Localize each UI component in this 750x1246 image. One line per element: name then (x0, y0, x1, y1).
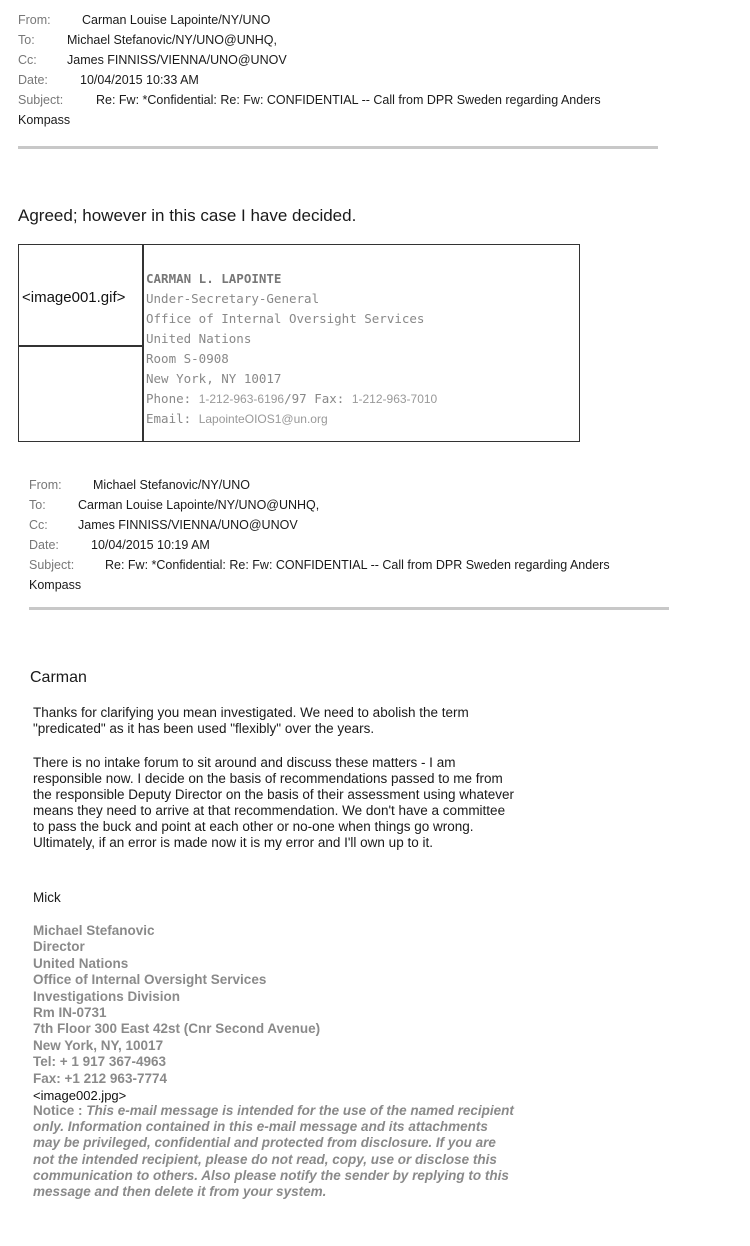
signature-title: Under-Secretary-General (146, 291, 320, 306)
from-label: From: (18, 13, 51, 27)
to-label: To: (18, 33, 35, 47)
signature-block: Michael Stefanovic Director United Nations Office of Internal Oversight Services Investigations Division Rm IN-0731 7th Floor 300 East 42st (Cnr Second Avenue) New York, NY, 10017 Tel: + 1 917 367-4963 Fax: +1 212 963-7774 (33, 923, 321, 1086)
date-label: Date: (18, 73, 48, 87)
image-placeholder: <image002.jpg> (33, 1088, 127, 1103)
cc-label: Cc: (29, 518, 48, 532)
signature-org: United Nations (146, 331, 252, 346)
subject-value: Re: Fw: *Confidential: Re: Fw: CONFIDENTIAL -- Call from DPR Sweden regarding Anders (105, 558, 610, 572)
from-value: Michael Stefanovic/NY/UNO (93, 478, 251, 492)
notice-label: Notice : (33, 1103, 87, 1118)
header-divider (29, 607, 669, 610)
date-label: Date: (29, 538, 59, 552)
signature-info (146, 269, 437, 429)
legal-notice: Notice : This e-mail message is intended for the use of the named recipient only. Information contained in this e-mail message and its attachments may be privileged, confidential and protected from disclosure. If you are not the intended recipient, please do not read, copy, use or disclose this communication to others. Also please notify the sender by replying to this message and then delete it from your system. (33, 1103, 514, 1200)
to-value: Michael Stefanovic/NY/UNO@UNHQ, (67, 33, 277, 47)
signature-email: Email: LapointeOIOS1@un.org (146, 411, 328, 426)
subject-continuation: Kompass (29, 578, 82, 592)
email2-header (29, 475, 610, 595)
cc-value: James FINNISS/VIENNA/UNO@UNOV (78, 518, 298, 532)
paragraph-1: Thanks for clarifying you mean investigated. We need to abolish the term "predicated" as it has been used "flexibly" over the years. (33, 705, 469, 736)
signature-city: New York, NY 10017 (146, 371, 282, 386)
subject-label: Subject: (18, 93, 64, 107)
subject-value: Re: Fw: *Confidential: Re: Fw: CONFIDENTIAL -- Call from DPR Sweden regarding Anders (96, 93, 601, 107)
signature-office: Office of Internal Oversight Services (146, 311, 425, 326)
to-value: Carman Louise Lapointe/NY/UNO@UNHQ, (78, 498, 320, 512)
cc-label: Cc: (18, 53, 37, 67)
greeting: Carman (30, 669, 87, 686)
cc-value: James FINNISS/VIENNA/UNO@UNOV (67, 53, 287, 67)
signature-room: Room S-0908 (146, 351, 229, 366)
subject-continuation: Kompass (18, 113, 71, 127)
date-value: 10/04/2015 10:33 AM (80, 73, 199, 87)
date-value: 10/04/2015 10:19 AM (91, 538, 210, 552)
from-value: Carman Louise Lapointe/NY/UNO (82, 13, 271, 27)
email-link[interactable]: LapointeOIOS1@un.org (198, 412, 328, 426)
header-divider (18, 146, 658, 149)
image-placeholder: <image001.gif> (22, 289, 126, 306)
from-label: From: (29, 478, 62, 492)
signature-phone: Phone: 1-212-963-6196/97 Fax: 1-212-963-7010 (146, 391, 438, 406)
table-divider (19, 345, 143, 347)
email1-body: Agreed; however in this case I have decided. (18, 206, 357, 225)
subject-label: Subject: (29, 558, 75, 572)
table-divider (142, 245, 144, 441)
signoff: Mick (33, 890, 61, 905)
email1-header (18, 10, 601, 130)
paragraph-2: There is no intake forum to sit around and discuss these matters - I am responsible now. I decide on the basis of recommendations passed to me from the responsible Deputy Director on the basis of their assessment using whatever means they need to arrive at that recommendation. We don't have a committee to pass the buck and point at each other or no-one when things go wrong. Ultimately, if an error is made now it is my error and I'll own up to it. (33, 755, 514, 850)
signature-name: CARMAN L. LAPOINTE (146, 271, 282, 286)
signature-table (18, 244, 580, 442)
to-label: To: (29, 498, 46, 512)
